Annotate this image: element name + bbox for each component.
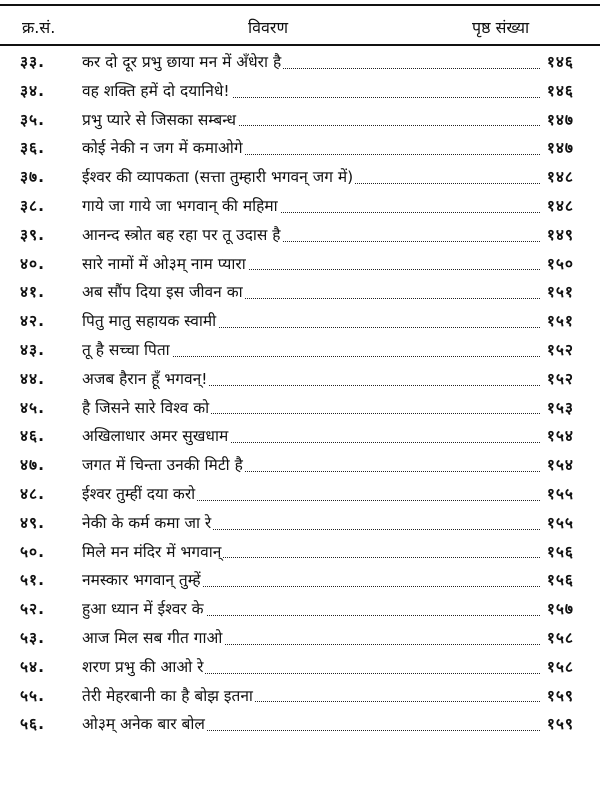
- item-title-text: तेरी मेहरबानी का है बोझ इतना: [82, 686, 253, 705]
- item-page-number: १५८: [545, 624, 574, 653]
- item-page-number: १४७: [545, 106, 574, 135]
- item-number: ५०.: [20, 542, 46, 561]
- item-title-text: जगत में चिन्ता उनकी मिटी है: [82, 456, 243, 475]
- item-title: [82, 77, 232, 106]
- item-number: ५६.: [20, 715, 46, 734]
- list-item: [0, 365, 600, 394]
- list-item: [0, 221, 600, 250]
- item-page-number: १५८: [545, 653, 574, 682]
- item-title-text: अखिलाधार अमर सुखधाम: [82, 427, 229, 446]
- item-number: ४३.: [20, 340, 46, 359]
- item-number: ५३.: [20, 628, 46, 647]
- item-number: ४९.: [20, 513, 46, 532]
- item-number: ४०.: [20, 254, 46, 273]
- item-title: [82, 192, 280, 221]
- item-title: [82, 538, 223, 567]
- item-title: [82, 480, 197, 509]
- top-rule: [0, 4, 600, 6]
- item-title: [82, 278, 245, 307]
- item-number: ४१.: [20, 283, 46, 302]
- item-title: [82, 422, 230, 451]
- table-header: [0, 10, 600, 42]
- item-title: [82, 48, 283, 77]
- item-number: ३८.: [20, 196, 46, 215]
- list-item: [0, 394, 600, 423]
- list-item: [0, 595, 600, 624]
- list-item: [0, 336, 600, 365]
- item-title-text: अब सौंप दिया इस जीवन का: [82, 283, 243, 302]
- list-item: [0, 653, 600, 682]
- item-title: [82, 509, 213, 538]
- item-title-text: मिले मन मंदिर में भगवान्: [82, 542, 222, 561]
- item-page-number: १४८: [545, 192, 574, 221]
- item-title-text: ओ३म् अनेक बार बोल: [82, 715, 205, 734]
- list-item: [0, 134, 600, 163]
- item-title-text: कोई नेकी न जग में कमाओगे: [82, 139, 243, 158]
- header-serial: क्र.सं.: [22, 18, 56, 37]
- item-page-number: १४९: [545, 221, 574, 250]
- item-number: ३३.: [20, 53, 46, 71]
- list-item: [0, 163, 600, 192]
- item-number: ३६.: [20, 139, 46, 158]
- item-page-number: १५२: [545, 336, 574, 365]
- list-item: [0, 77, 600, 106]
- item-page-number: १५५: [545, 480, 574, 509]
- item-title-text: प्रभु प्यारे से जिसका सम्बन्ध: [82, 110, 237, 129]
- item-page-number: १४६: [545, 48, 574, 77]
- item-title-text: कर दो दूर प्रभु छाया मन में अँधेरा है: [82, 53, 282, 71]
- item-title: [82, 595, 206, 624]
- item-title: [82, 365, 209, 394]
- item-page-number: १५७: [545, 595, 574, 624]
- list-item: [0, 106, 600, 135]
- item-number: ३९.: [20, 225, 46, 244]
- item-title: [82, 106, 238, 135]
- index-list: [0, 48, 600, 739]
- item-title-text: हुआ ध्यान में ईश्वर के: [82, 600, 204, 619]
- item-title-text: पितु मातु सहायक स्वामी: [82, 312, 217, 331]
- item-title-text: नमस्कार भगवान् तुम्हें: [82, 571, 201, 590]
- item-page-number: १५३: [545, 394, 574, 423]
- item-title: [82, 451, 245, 480]
- item-title-text: ईश्वर तुम्हीं दया करो: [82, 484, 196, 503]
- list-item: [0, 682, 600, 711]
- header-description: विवरण: [248, 18, 289, 37]
- item-page-number: १५४: [545, 451, 574, 480]
- item-page-number: १४८: [545, 163, 574, 192]
- list-item: [0, 48, 600, 77]
- item-page-number: १४७: [545, 134, 574, 163]
- item-title: [82, 221, 282, 250]
- item-page-number: १५६: [545, 538, 574, 567]
- item-number: ५४.: [20, 657, 46, 676]
- item-title-text: ईश्वर की व्यापकता (सत्ता तुम्हारी भगवन् जग में): [82, 168, 354, 187]
- item-title: [82, 682, 255, 711]
- item-title-text: नेकी के कर्म कमा जा रे: [82, 513, 212, 532]
- item-page-number: १५२: [545, 365, 574, 394]
- item-number: ४७.: [20, 456, 46, 475]
- item-page-number: १५९: [545, 710, 574, 739]
- item-page-number: १५५: [545, 509, 574, 538]
- list-item: [0, 710, 600, 739]
- item-title: [82, 710, 207, 739]
- list-item: [0, 307, 600, 336]
- header-page-number: पृष्ठ संख्या: [472, 18, 530, 37]
- item-title: [82, 163, 355, 192]
- item-title-text: अजब हैरान हूँ भगवन्!: [82, 369, 208, 388]
- list-item: [0, 624, 600, 653]
- item-title-text: आज मिल सब गीत गाओ: [82, 628, 223, 647]
- item-page-number: १५६: [545, 566, 574, 595]
- item-title-text: तू है सच्चा पिता: [82, 340, 170, 359]
- list-item: [0, 192, 600, 221]
- item-number: ४२.: [20, 312, 46, 331]
- item-title-text: आनन्द स्त्रोत बह रहा पर तू उदास है: [82, 225, 281, 244]
- item-title: [82, 307, 218, 336]
- item-title: [82, 394, 211, 423]
- item-title-text: वह शक्ति हमें दो दयानिधे!: [82, 81, 230, 100]
- header-rule: [0, 44, 600, 46]
- item-number: ५१.: [20, 571, 46, 590]
- list-item: [0, 250, 600, 279]
- item-page-number: १५१: [545, 278, 574, 307]
- item-number: ३४.: [20, 81, 46, 100]
- item-page-number: १५९: [545, 682, 574, 711]
- item-number: ५५.: [20, 686, 46, 705]
- item-number: ५२.: [20, 600, 46, 619]
- item-title-text: गाये जा गाये जा भगवान् की महिमा: [82, 196, 278, 215]
- item-number: ४६.: [20, 427, 46, 446]
- item-title: [82, 134, 245, 163]
- item-title-text: सारे नामों में ओ३म् नाम प्यारा: [82, 254, 246, 273]
- item-title: [82, 566, 203, 595]
- item-title-text: शरण प्रभु की आओ रे: [82, 657, 204, 676]
- list-item: [0, 538, 600, 567]
- item-number: ३७.: [20, 168, 46, 187]
- item-title-text: है जिसने सारे विश्व को: [82, 398, 210, 417]
- list-item: [0, 566, 600, 595]
- list-item: [0, 451, 600, 480]
- list-item: [0, 509, 600, 538]
- item-page-number: १५४: [545, 422, 574, 451]
- item-title: [82, 624, 224, 653]
- list-item: [0, 278, 600, 307]
- item-title: [82, 336, 172, 365]
- item-page-number: १५०: [545, 250, 574, 279]
- item-number: ४४.: [20, 369, 46, 388]
- item-title: [82, 250, 248, 279]
- item-number: ३५.: [20, 110, 46, 129]
- item-page-number: १४६: [545, 77, 574, 106]
- list-item: [0, 422, 600, 451]
- item-page-number: १५१: [545, 307, 574, 336]
- item-number: ४५.: [20, 398, 46, 417]
- list-item: [0, 480, 600, 509]
- item-number: ४८.: [20, 484, 46, 503]
- item-title: [82, 653, 205, 682]
